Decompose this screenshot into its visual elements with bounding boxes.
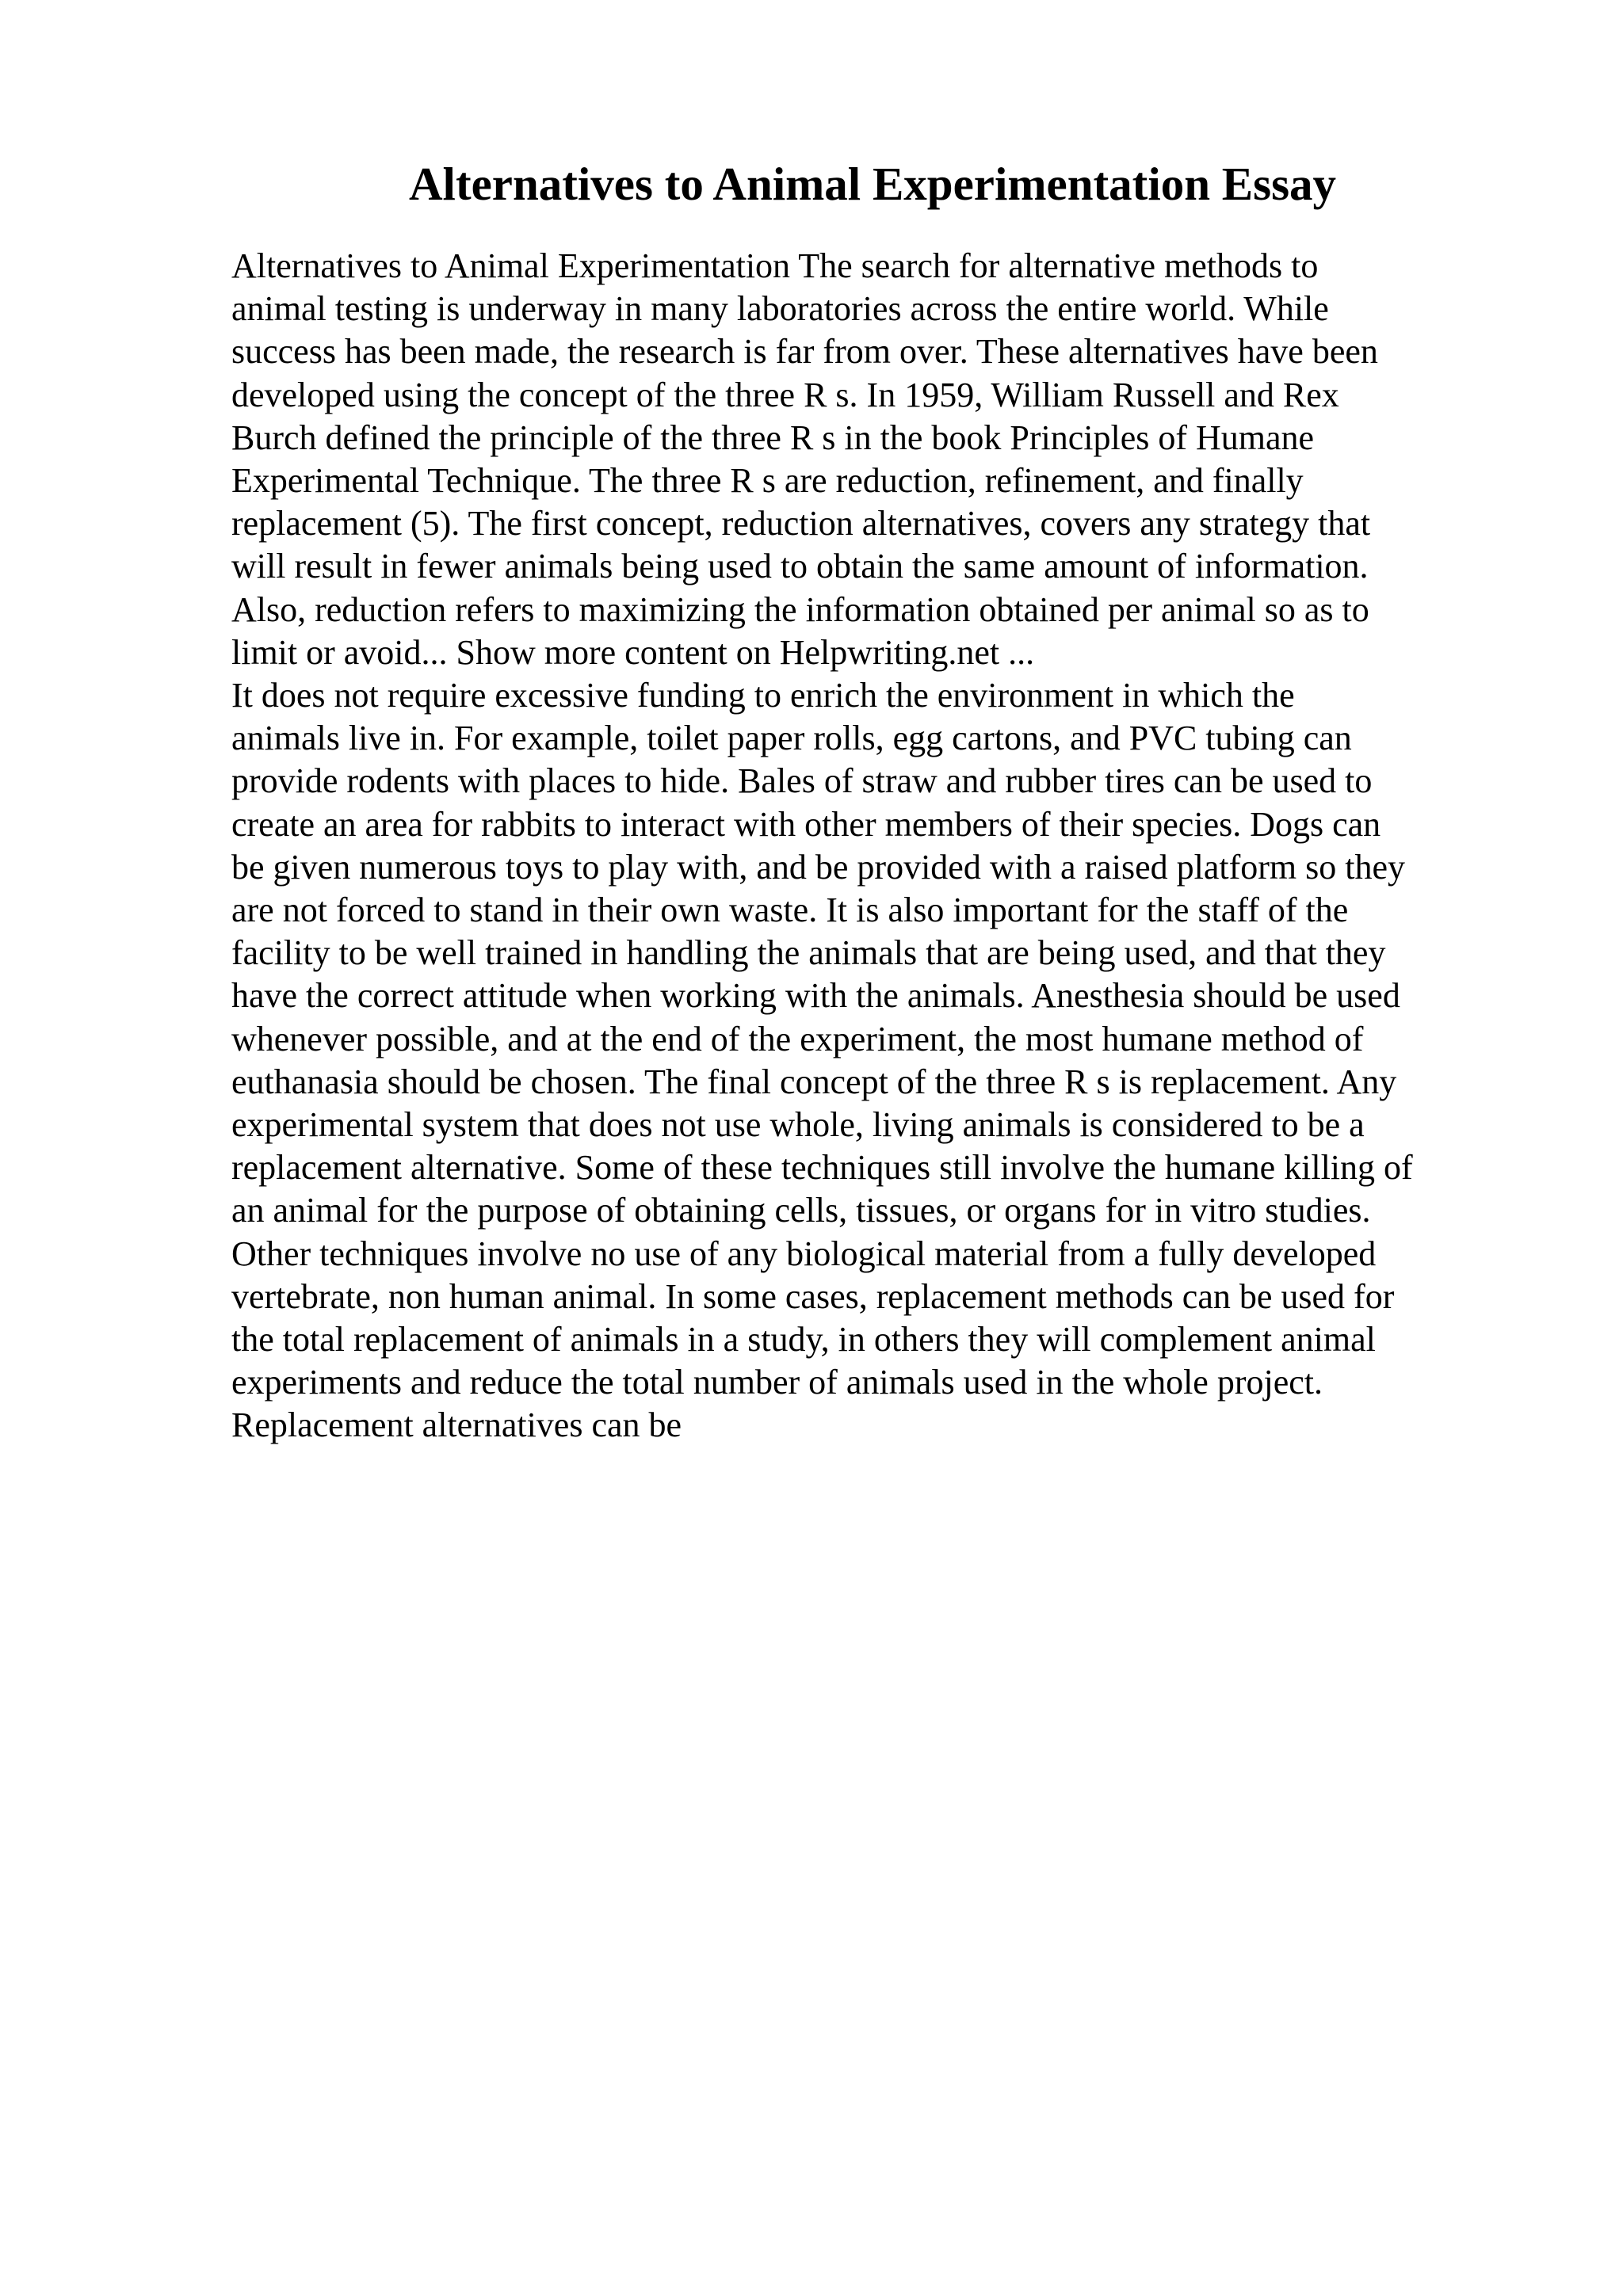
essay-line-8: will result in fewer animals being used to obtain the same amount of information. — [231, 547, 1369, 586]
essay-line-23: an animal for the purpose of obtaining cells, tissues, or organs for in vitro studies. — [231, 1191, 1371, 1230]
essay-line-13: provide rodents with places to hide. Bales of straw and rubber tires can be used to — [231, 761, 1373, 801]
essay-line-10: limit or avoid... Show more content on Helpwriting.net ... — [231, 632, 1035, 672]
essay-line-2: animal testing is underway in many laboratories across the entire world. While — [231, 289, 1329, 329]
essay-line-4: developed using the concept of the three R s. In 1959, William Russell and Rex — [231, 375, 1339, 414]
essay-title: Alternatives to Animal Experimentation Essay — [408, 158, 1337, 210]
essay-line-26: the total replacement of animals in a study, in others they will complement animal — [231, 1320, 1376, 1360]
essay-line-21: experimental system that does not use whole, living animals is considered to be a — [231, 1105, 1365, 1145]
essay-line-15: be given numerous toys to play with, and be provided with a raised platform so they — [231, 847, 1406, 887]
essay-line-7: replacement (5). The first concept, reduction alternatives, covers any strategy that — [231, 504, 1371, 543]
essay-line-27: experiments and reduce the total number of animals used in the whole project. — [231, 1363, 1323, 1402]
essay-line-6: Experimental Technique. The three R s are reduction, refinement, and finally — [231, 461, 1304, 501]
essay-line-28: Replacement alternatives can be — [231, 1405, 682, 1445]
essay-line-9: Also, reduction refers to maximizing the information obtained per animal so as to — [231, 589, 1369, 629]
essay-line-18: have the correct attitude when working with the animals. Anesthesia should be used — [231, 976, 1400, 1016]
essay-line-11: It does not require excessive funding to enrich the environment in which the — [231, 676, 1295, 715]
essay-line-5: Burch defined the principle of the three R s in the book Principles of Humane — [231, 418, 1315, 457]
essay-line-25: vertebrate, non human animal. In some cases, replacement methods can be used for — [231, 1276, 1395, 1316]
essay-line-3: success has been made, the research is far from over. These alternatives have been — [231, 332, 1378, 372]
essay-line-20: euthanasia should be chosen. The final concept of the three R s is replacement. Any — [231, 1062, 1397, 1101]
essay-body — [231, 245, 1515, 1447]
essay-line-24: Other techniques involve no use of any biological material from a fully developed — [231, 1234, 1377, 1273]
essay-line-12: animals live in. For example, toilet paper rolls, egg cartons, and PVC tubing can — [231, 719, 1352, 758]
essay-line-17: facility to be well trained in handling the animals that are being used, and that they — [231, 933, 1386, 973]
essay-line-16: are not forced to stand in their own waste. It is also important for the staff of the — [231, 891, 1349, 930]
essay-line-22: replacement alternative. Some of these techniques still involve the humane killing of — [231, 1148, 1413, 1188]
essay-line-1: Alternatives to Animal Experimentation The search for alternative methods to — [231, 246, 1319, 285]
essay-line-14: create an area for rabbits to interact with other members of their species. Dogs can — [231, 804, 1381, 844]
essay-line-19: whenever possible, and at the end of the experiment, the most humane method of — [231, 1019, 1364, 1058]
